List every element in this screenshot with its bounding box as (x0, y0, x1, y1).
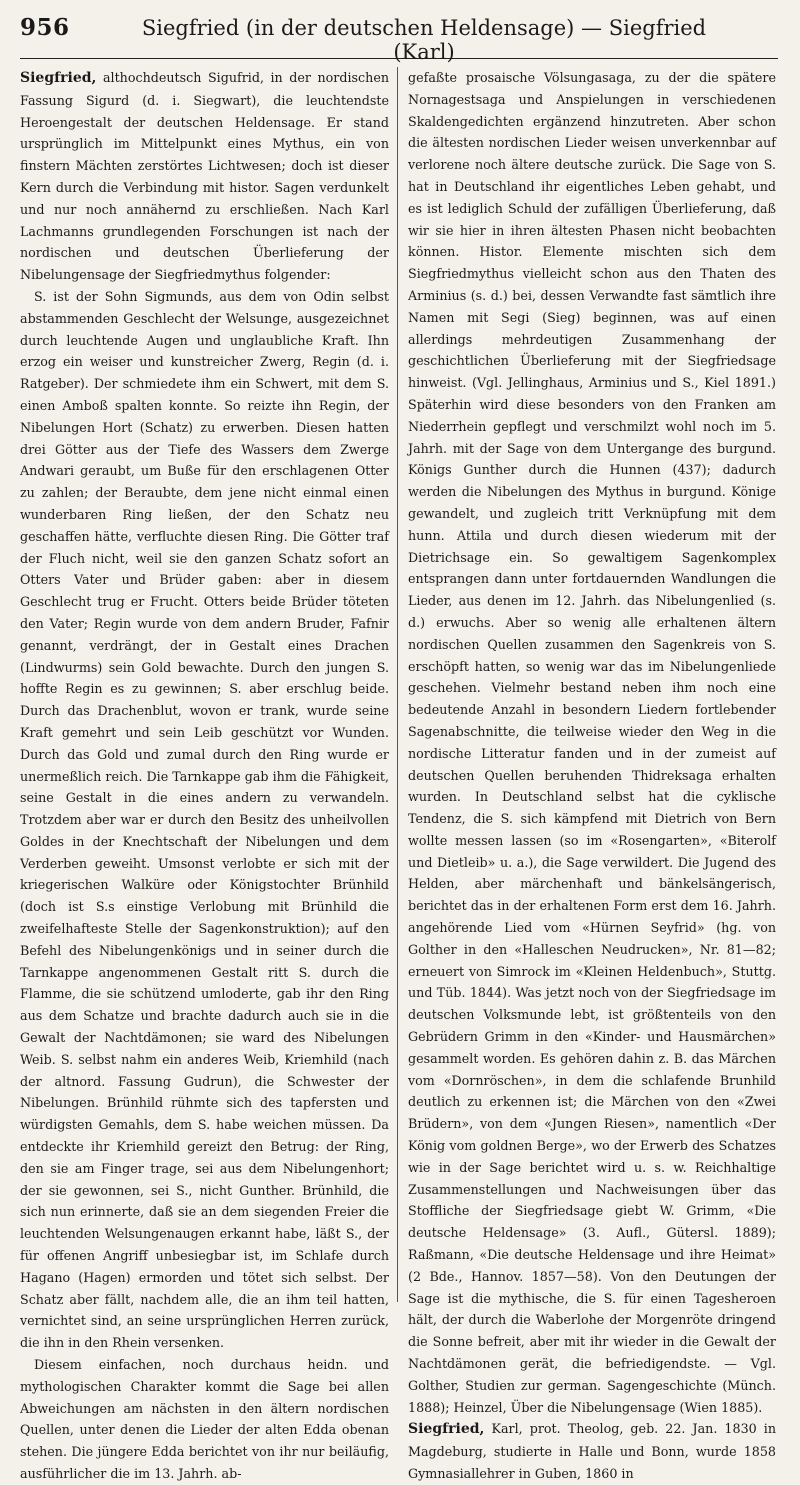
body-paragraph (408, 67, 776, 1418)
text-columns (20, 67, 778, 1481)
body-paragraph (20, 286, 389, 1354)
paragraph-text: Karl, prot. Theolog, geb. 22. Jan. 1830 in Magdeburg, studierte in Halle und Bonn, wurde 1858 Gymnasiallehrer in Guben, 1860 in (408, 1421, 776, 1481)
entry-headword: Siegfried, (408, 1421, 485, 1438)
paragraph-text: althochdeutsch Sigufrid, in der nordischen Fassung Sigurd (d. i. Siegwart), die leuchtendste Heroengestalt der deutschen Heldensage. Er stand ursprünglich im Mittelpunkt eines Mythus, ein von finstern Mächten zerstörtes Lichtwesen; doch ist dieser Kern durch die Verbindung mit histor. Sagen verdunkelt und nur noch annähernd zu erschließen. Nach Karl Lachmanns grundlegenden Forschungen ist nach der nordischen und deutschen Überlieferung der Nibelungensage der Siegfriedmythus folgender: (20, 70, 389, 283)
entry-paragraph (408, 1418, 776, 1484)
paragraph-text: Diesem einfachen, noch durchaus heidn. und mythologischen Charakter kommt die Sage bei allen Abweichungen am nächsten in den ältern nordischen Quellen, unter denen die Lieder der alten Edda obenan stehen. Die jüngere Edda berichtet von ihr nur beiläufig, ausführlicher die im 13. Jahrh. ab- (20, 1357, 389, 1481)
body-paragraph (20, 1354, 389, 1485)
paragraph-text: S. ist der Sohn Sigmunds, aus dem von Odin selbst abstammenden Geschlecht der Welsunge, ausgezeichnet durch leuchtende Augen und unglaubliche Kraft. Ihn erzog ein weiser und kunstreicher Zwerg, Regin (d. i. Ratgeber). Der schmiedete ihm ein Schwert, mit dem S. einen Amboß spalten konnte. So reizte ihn Regin, der Nibelungen Hort (Schatz) zu erwerben. Diesen hatten drei Götter aus der Tiefe des Wassers dem Zwerge Andwari geraubt, um Buße für den erschlagenen Otter zu zahlen; der Beraubte, dem jene nicht einmal einen wunderbaren Ring ließen, der den Schatz neu geschaffen hätte, verfluchte diesen Ring. Die Götter traf der Fluch nicht, weil sie den ganzen Schatz sofort an Otters Vater und Brüder gaben: aber in diesem Geschlecht trug er Frucht. Otters beide Brüder töteten den Vater; Regin wurde von dem andern Bruder, Fafnir genannt, verdrängt, der in Gestalt eines Drachen (Lindwurms) sein Gold bewachte. Durch den jungen S. hoffte Regin es zu gewinnen; S. aber erschlug beide. Durch das Drachenblut, wovon er trank, wurde seine Kraft gemehrt und sein Leib geschützt vor Wunden. Durch das Gold und zumal durch den Ring wurde er unermeßlich reich. Die Tarnkappe gab ihm die Fähigkeit, seine Gestalt in die eines andern zu verwandeln. Trotzdem aber war er durch den Besitz des unheilvollen Goldes in der Knechtschaft der Nibelungen und dem Verderben geweiht. Umsonst verlobte er sich mit der kriegerischen Walküre oder Königstochter Brünhild (doch ist S.s einstige Verlobung mit Brünhild die zweifelhafteste Stelle der Sagenkonstruktion); auf den Befehl des Nibelungenkönigs und in seiner durch die Tarnkappe angenommenen Gestalt ritt S. durch die Flamme, die sie schützend umloderte, gab ihr den Ring aus dem Schatze und brachte dadurch auch sie in die Gewalt der Nachtdämonen; sie ward des Nibelungen Weib. S. selbst nahm ein anderes Weib, Kriemhild (nach der altnord. Fassung Gudrun), die Schwester der Nibelungen. Brünhild rühmte sich des tapfersten und würdigsten Gemahls, dem S. habe weichen müssen. Da entdeckte ihr Kriemhild gereizt den Betrug: der Ring, den sie am Finger trage, sei aus dem Nibelungenhort; der sie gewonnen, sei S., nicht Gunther. Brünhild, die sich nun erinnerte, daß sie an dem siegenden Freier die leuchtenden Welsungenaugen erkannt habe, läßt S., der für offenen Angriff unbesiegbar ist, im Schlafe durch Hagano (Hagen) ermorden und tötet sich selbst. Der Schatz aber fällt, nachdem alle, die an ihm teil hatten, vernichtet sind, an seine ursprünglichen Herren zurück, die ihn in den Rhein versenken. (20, 288, 389, 1351)
entry-headword: Siegfried, (20, 70, 97, 86)
paragraph-text: gefaßte prosaische Völsungasaga, zu der die spätere Nornagestsaga und Anspielungen in verschiedenen Skaldengedichten ergänzend hinzutreten. Aber schon die ältesten nordischen Lieder weisen unverkennbar auf verlorene noch ältere deutsche zurück. Die Sage von S. hat in Deutschland ihr eigentliches Leben gehabt, und es ist lediglich Schuld der zufälligen Überlieferung, daß wir sie hier in ihren ältesten Phasen nicht beobachten können. Histor. Elemente mischten sich dem Siegfriedmythus vielleicht schon aus den Thaten des Arminius (s. d.) bei, dessen Verwandte fast sämtlich ihre Namen mit Segi (Sieg) beginnen, was auf einen allerdings mehrdeutigen Zusammenhang der geschichtlichen Überlieferung mit der Siegfriedsage hinweist. (Vgl. Jellinghaus, Arminius und S., Kiel 1891.) Späterhin wird diese besonders von den Franken am Niederrhein gepflegt und verschmilzt wohl noch im 5. Jahrh. mit der Sage von dem Untergange des burgund. Königs Gunther durch die Hunnen (437); dadurch werden die Nibelungen des Mythus in burgund. Könige gewandelt, und zugleich tritt Verknüpfung mit dem hunn. Attila und durch diesen wiederum mit der Dietrichsage ein. So gewaltigem Sagenkomplex entsprangen dann unter fortdauernden Wandlungen die Lieder, aus denen im 12. Jahrh. das Nibelungenlied (s. d.) erwuchs. Aber so wenig alle erhaltenen ältern nordischen Quellen zusammen den Sagenkreis von S. erschöpft hatten, so wenig war das im Nibelungenliede geschehen. Vielmehr bestand neben ihm noch eine bedeutende Anzahl in besondern Liedern fortlebender Sagenabschnitte, die teilweise wieder den Weg in die nordische Litteratur fanden und in der zumeist auf deutschen Quellen beruhenden Thidreksaga erhalten wurden. In Deutschland selbst hat die cyklische Tendenz, die S. sich kämpfend mit Dietrich von Bern wollte messen lassen (so im «Rosengarten», «Biterolf und Dietleib» u. a.), die Sage verwildert. Die Jugend des Helden, aber märchenhaft und bänkelsängerisch, berichtet das in der erhaltenen Form erst dem 16. Jahrh. angehörende Lied vom «Hürnen Seyfrid» (hg. von Golther in den «Halleschen Neudrucken», Nr. 81—82; erneuert von Simrock im «Kleinen Heldenbuch», Stuttg. und Tüb. 1844). Was jetzt noch von der Siegfriedsage im deutschen Volksmunde lebt, ist größtenteils von den Gebrüdern Grimm in den «Kinder- und Hausmärchen» gesammelt worden. Es gehören dahin z. B. das Märchen vom «Dornröschen», in dem die schlafende Brunhild deutlich zu erkennen ist; die Märchen von den «Zwei Brüdern», von dem «Jungen Riesen», namentlich «Der König vom goldnen Berge», wo der Erwerb des Schatzes wie in der Sage berichtet wird u. s. w. Reichhaltige Zusammenstellungen und Nachweisungen über das Stoffliche der Siegfriedsage giebt W. Grimm, «Die deutsche Heldensage» (3. Aufl., Gütersl. 1889); Raßmann, «Die deutsche Heldensage und ihre Heimat» (2 Bde., Hannov. 1857—58). Von den Deutungen der Sage ist die mythische, die S. für einen Tagesheroen hält, der durch die Waberlohe der Morgenröte dringend die Sonne befreit, aber mit ihr wieder in die Gewalt der Nachtdämonen gerät, die befriedigendste. — Vgl. Golther, Studien zur german. Sagengeschichte (Münch. 1888); Heinzel, Über die Nibelungensage (Wien 1885). (408, 70, 776, 1415)
right-column (398, 67, 776, 1481)
entry-paragraph (20, 67, 389, 286)
page-number: 956 (20, 14, 70, 41)
page-header (20, 14, 778, 64)
running-head: Siegfried (in der deutschen Heldensage) — Siegfried (Karl) (141, 16, 707, 64)
left-column (20, 67, 398, 1481)
